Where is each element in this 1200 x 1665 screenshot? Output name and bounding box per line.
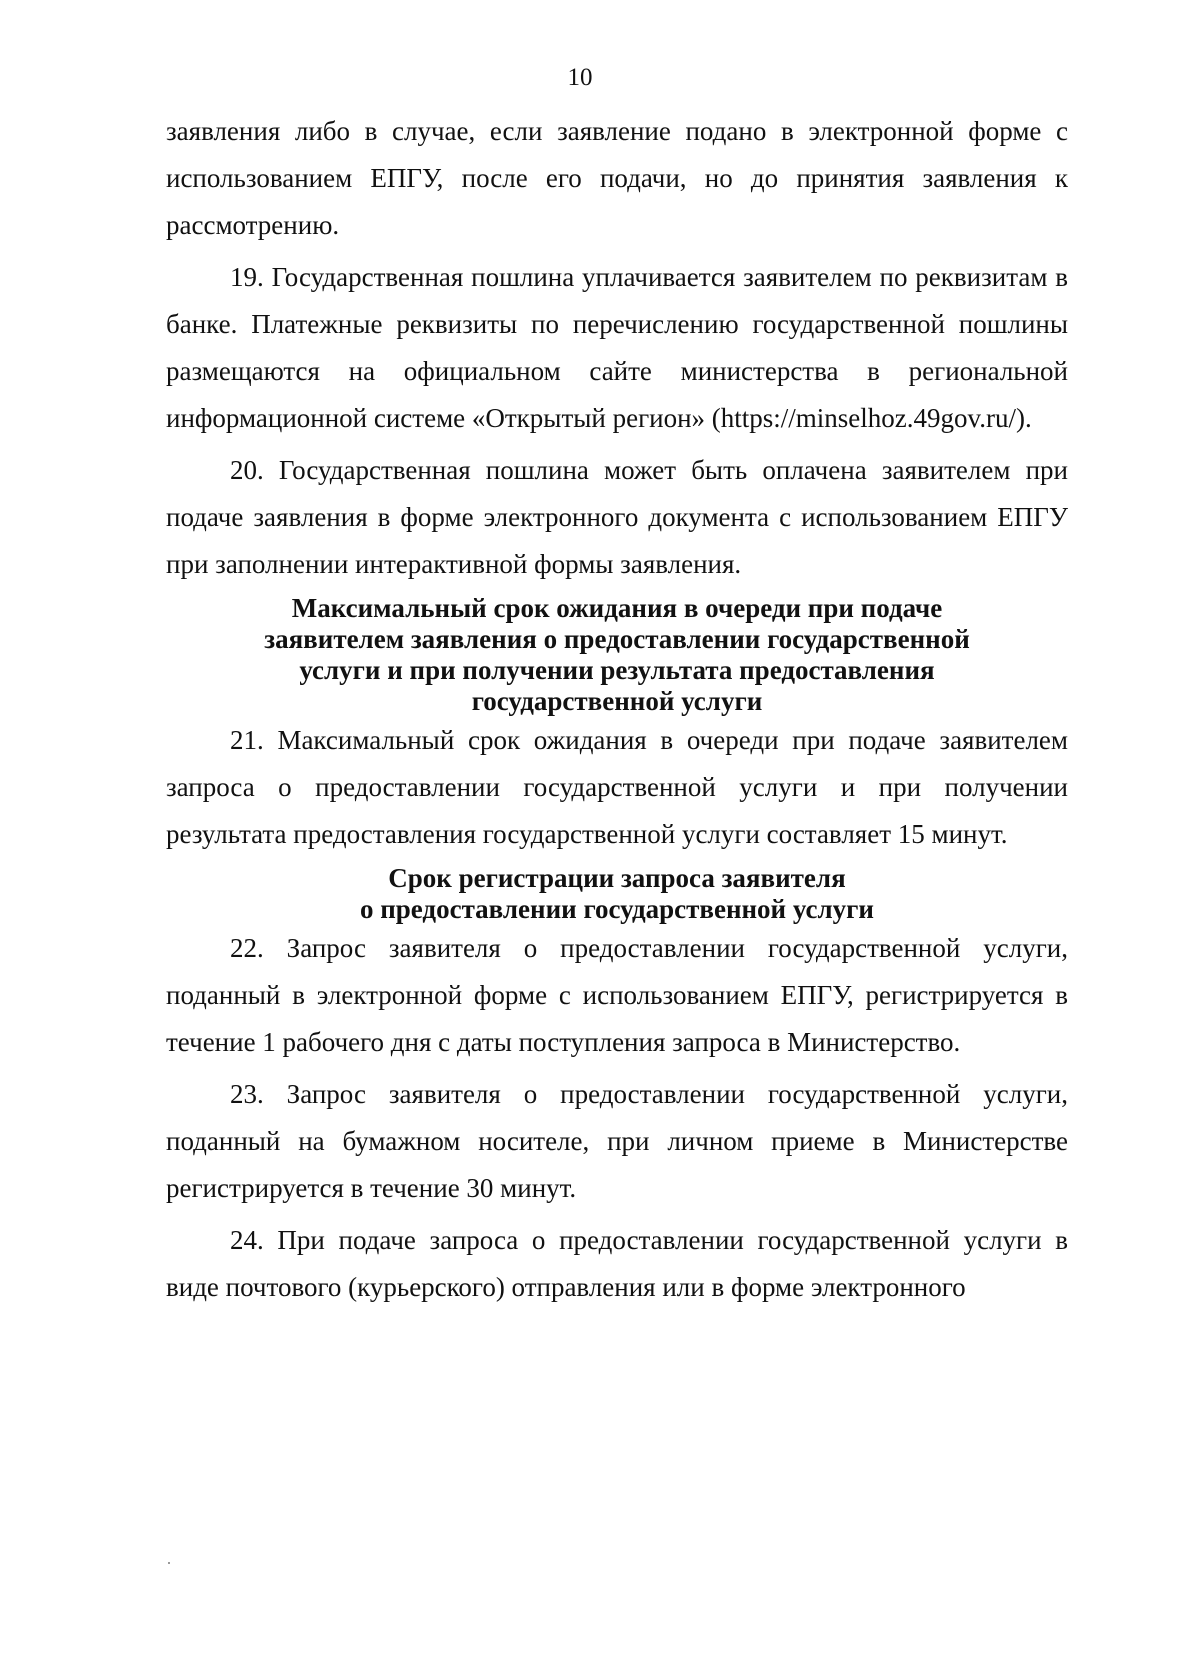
paragraph-continuation: заявления либо в случае, если заявление подано в электронной форме с использованием ЕПГУ, после его подачи, но до принятия заявления к рассмотрению. xyxy=(166,116,1068,240)
document-body xyxy=(166,108,1068,1316)
paragraph-22: 22. Запрос заявителя о предоставлении государственной услуги, поданный в электронной форме с использованием ЕПГУ, регистрируется в течение 1 рабочего дня с даты поступления запроса в Министерство. xyxy=(166,933,1068,1057)
section-heading-registration-time xyxy=(166,863,1068,925)
heading-line: заявителем заявления о предоставлении государственной xyxy=(264,624,970,654)
heading-line: государственной услуги xyxy=(471,686,763,716)
paragraph-19: 19. Государственная пошлина уплачивается заявителем по реквизитам в банке. Платежные реквизиты по перечислению государственной пошлины размещаются на официальном сайте министерства в региональной информационной системе «Открытый регион» (https://minselhoz.49gov.ru/). xyxy=(166,262,1068,433)
scan-speck xyxy=(168,1562,170,1564)
heading-line: Срок регистрации запроса заявителя xyxy=(388,863,846,893)
paragraph-23: 23. Запрос заявителя о предоставлении государственной услуги, поданный на бумажном носителе, при личном приеме в Министерстве регистрируется в течение 30 минут. xyxy=(166,1079,1068,1203)
heading-line: о предоставлении государственной услуги xyxy=(359,894,874,924)
heading-line: услуги и при получении результата предоставления xyxy=(299,655,935,685)
paragraph-24: 24. При подаче запроса о предоставлении государственной услуги в виде почтового (курьерского) отправления или в форме электронного xyxy=(166,1225,1068,1302)
heading-line: Максимальный срок ожидания в очереди при подаче xyxy=(291,593,943,623)
paragraph-21: 21. Максимальный срок ожидания в очереди при подаче заявителем запроса о предоставлении государственной услуги и при получении результата предоставления государственной услуги составляет 15 минут. xyxy=(166,725,1068,849)
page-number: 10 xyxy=(567,64,593,91)
paragraph-20: 20. Государственная пошлина может быть оплачена заявителем при подаче заявления в форме электронного документа с использованием ЕПГУ при заполнении интерактивной формы заявления. xyxy=(166,455,1068,579)
section-heading-queue-time xyxy=(166,593,1068,717)
